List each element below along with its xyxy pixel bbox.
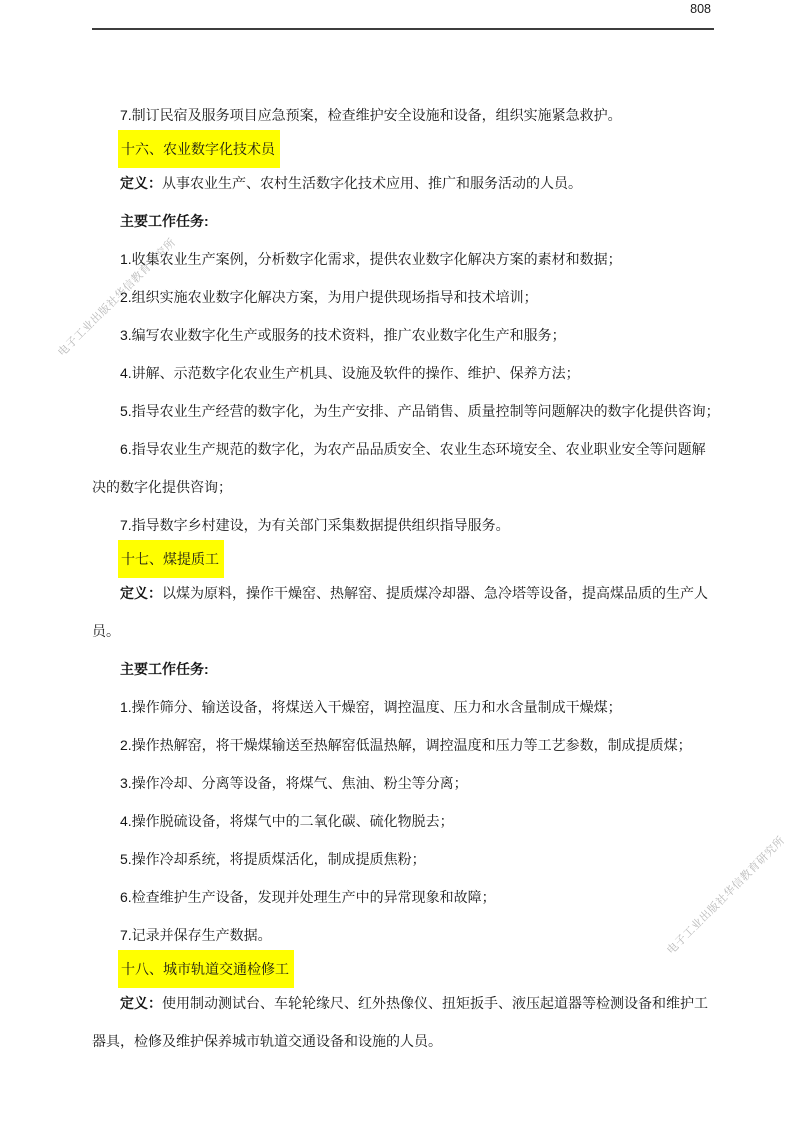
text-line: 1.收集农业生产案例，分析数字化需求，提供农业数字化解决方案的素材和数据；: [120, 251, 622, 267]
text-line: 决的数字化提供咨询；: [92, 479, 232, 495]
text-line: 5.指导农业生产经营的数字化，为生产安排、产品销售、质量控制等问题解决的数字化提供咨询；: [120, 403, 720, 419]
body-paragraph: [92, 278, 714, 316]
text-line: 2.操作热解窑，将干燥煤输送至热解窑低温热解，调控温度和压力等工艺参数，制成提质煤；: [120, 737, 692, 753]
body-paragraph: [92, 392, 720, 430]
body-paragraph: [92, 430, 714, 506]
text-line: 器具，检修及维护保养城市轨道交通设备和设施的人员。: [92, 1033, 442, 1049]
watermark-left: 电子工业出版社华信教育研究所: [56, 236, 179, 359]
text-line: 6.检查维护生产设备，发现并处理生产中的异常现象和故障；: [120, 889, 496, 905]
text-line: 定义： 使用制动测试台、车轮轮缘尺、红外热像仪、扭矩扳手、液压起道器等检测设备和维护工: [120, 995, 708, 1011]
text-line: 定义： 从事农业生产、农村生活数字化技术应用、推广和服务活动的人员。: [120, 175, 582, 191]
yellow-highlight: 十七、煤提质工: [118, 540, 224, 578]
text-line: 1.操作筛分、输送设备，将煤送入干燥窑，调控温度、压力和水含量制成干燥煤；: [120, 699, 622, 715]
text-line: 员。: [92, 623, 120, 639]
body-paragraph: [92, 354, 714, 392]
definition-paragraph: [92, 164, 714, 202]
document-body: [92, 96, 720, 1060]
text-line: 7.记录并保存生产数据。: [120, 927, 272, 943]
text-line: 主要工作任务:: [120, 213, 209, 229]
text-line: [92, 130, 714, 168]
body-paragraph: [92, 240, 714, 278]
body-paragraph: [92, 726, 714, 764]
text-line: [92, 950, 714, 988]
watermark-right: 电子工业出版社华信教育研究所: [665, 834, 788, 957]
body-paragraph: [92, 688, 714, 726]
body-paragraph: [92, 96, 714, 134]
body-paragraph: [92, 506, 714, 544]
text-line: 4.操作脱硫设备，将煤气中的二氧化碳、硫化物脱去；: [120, 813, 454, 829]
page-number: 808: [690, 2, 711, 16]
text-line: 3.操作冷却、分离等设备，将煤气、焦油、粉尘等分离；: [120, 775, 468, 791]
body-paragraph: [92, 878, 714, 916]
definition-paragraph: [92, 984, 714, 1060]
text-line: 主要工作任务:: [120, 661, 209, 677]
definition-paragraph: [92, 574, 714, 650]
text-line: 7.制订民宿及服务项目应急预案，检查维护安全设施和设备，组织实施紧急救护。: [120, 107, 622, 123]
header-rule: [92, 28, 714, 30]
section-heading: [92, 540, 714, 578]
text-line: 4.讲解、示范数字化农业生产机具、设施及软件的操作、维护、保养方法；: [120, 365, 580, 381]
text-line: 6.指导农业生产规范的数字化，为农产品品质安全、农业生态环境安全、农业职业安全等问题解: [120, 441, 706, 457]
yellow-highlight: 十八、城市轨道交通检修工: [118, 950, 294, 988]
section-heading: [92, 950, 714, 988]
definition-label: 定义：: [120, 995, 162, 1011]
definition-label: 定义：: [120, 585, 162, 601]
yellow-highlight: 十六、农业数字化技术员: [118, 130, 280, 168]
text-line: 2.组织实施农业数字化解决方案，为用户提供现场指导和技术培训；: [120, 289, 538, 305]
body-paragraph: [92, 316, 714, 354]
text-line: 5.操作冷却系统，将提质煤活化，制成提质焦粉；: [120, 851, 426, 867]
tasks-subheading: [92, 202, 714, 240]
text-line: [92, 540, 714, 578]
body-paragraph: [92, 802, 714, 840]
body-paragraph: [92, 840, 714, 878]
body-paragraph: [92, 764, 714, 802]
body-paragraph: [92, 916, 714, 954]
section-heading: [92, 130, 714, 168]
text-line: 7.指导数字乡村建设，为有关部门采集数据提供组织指导服务。: [120, 517, 510, 533]
definition-label: 定义：: [120, 175, 162, 191]
text-line: 3.编写农业数字化生产或服务的技术资料，推广农业数字化生产和服务；: [120, 327, 566, 343]
tasks-subheading: [92, 650, 714, 688]
text-line: 定义： 以煤为原料，操作干燥窑、热解窑、提质煤冷却器、急冷塔等设备，提高煤品质的生产人: [120, 585, 708, 601]
